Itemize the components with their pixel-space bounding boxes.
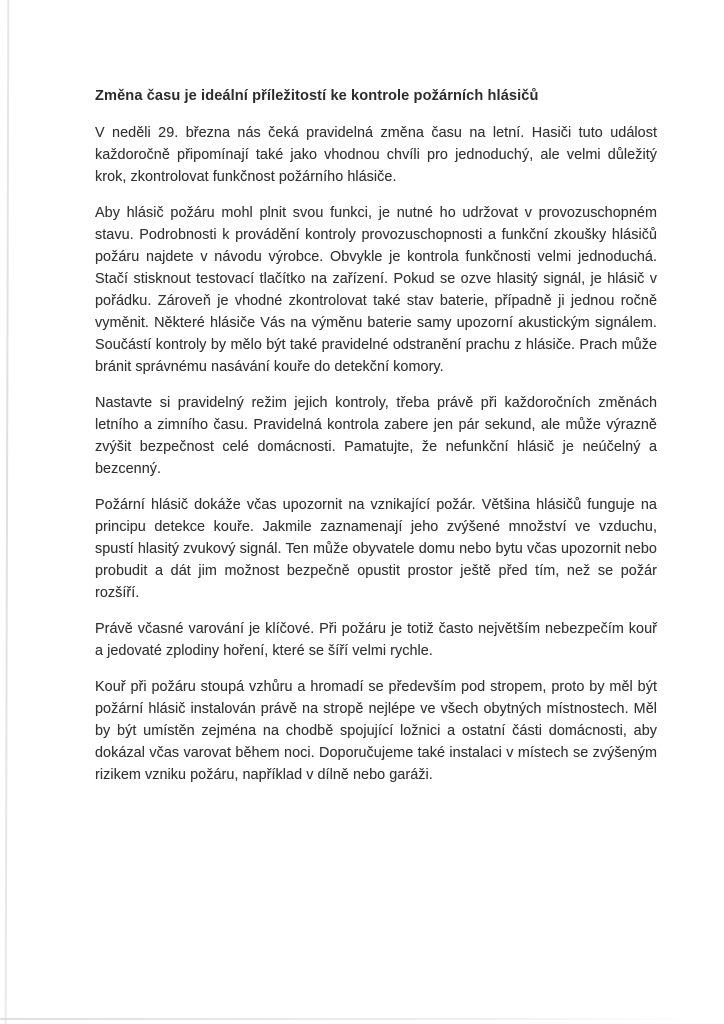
paragraph-placement: Kouř při požáru stoupá vzhůru a hromadí se především pod stropem, proto by měl být požární hlásič instalován právě na stropě nejlépe ve všech obytných místnostech. Měl by být umístěn zejména na chodbě spojující ložnici a ostatní části domácnosti, aby dokázal včas varovat během noci. Doporučujeme také instalaci v místech se zvýšeným rizikem vzniku požáru, například v dílně nebo garáži. xyxy=(95,679,657,783)
paragraph-maintenance: Aby hlásič požáru mohl plnit svou funkci, je nutné ho udržovat v provozuschopném stavu. Podrobnosti k provádění kontroly provozuschopnosti a funkční zkoušky hlásičů požáru najdete v návodu výrobce. Obvykle je kontrola funkčnosti velmi jednoduchá. Stačí stisknout testovací tlačítko na zařízení. Pokud se ozve hlasitý signál, je hlásič v pořádku. Zároveň je vhodné zkontrolovat také stav baterie, případně ji jednou ročně vyměnit. Některé hlásiče Vás na výměnu baterie samy upozorní akustickým signálem. Součástí kontroly by mělo být také pravidelné odstranění prachu z hlásiče. Prach může bránit správnému nasávání kouře do detekční komory. xyxy=(95,205,657,375)
scan-edge-bottom xyxy=(0,1018,700,1020)
paragraph-how-it-works: Požární hlásič dokáže včas upozornit na vznikající požár. Většina hlásičů funguje na principu detekce kouře. Jakmile zaznamenají jeho zvýšené množství ve vzduchu, spustí hlasitý zvukový signál. Ten může obyvatele domu nebo bytu včas upozornit nebo probudit a dát jim možnost bezpečně opustit prostor ještě před tím, než se požár rozšíří. xyxy=(95,497,657,601)
scan-edge-left xyxy=(5,0,10,1024)
document-title: Změna času je ideální příležitostí ke kontrole požárních hlásičů xyxy=(95,88,539,104)
paragraph-routine: Nastavte si pravidelný režim jejich kontroly, třeba právě při každoročních změnách letního a zimního času. Pravidelná kontrola zabere jen pár sekund, ale může výrazně zvýšit bezpečnost celé domácnosti. Pamatujte, že nefunkční hlásič je neúčelný a bezcenný. xyxy=(95,395,657,477)
document-content xyxy=(95,86,657,800)
paragraph-early-warning: Právě včasné varování je klíčové. Při požáru je totiž často největším nebezpečím kouř a jedovaté zplodiny hoření, které se šíří velmi rychle. xyxy=(95,621,657,659)
paragraph-intro: V neděli 29. března nás čeká pravidelná změna času na letní. Hasiči tuto událost každoročně připomínají také jako vhodnou chvíli pro jednoduchý, ale velmi důležitý krok, zkontrolovat funkčnost požárního hlásiče. xyxy=(95,125,657,185)
